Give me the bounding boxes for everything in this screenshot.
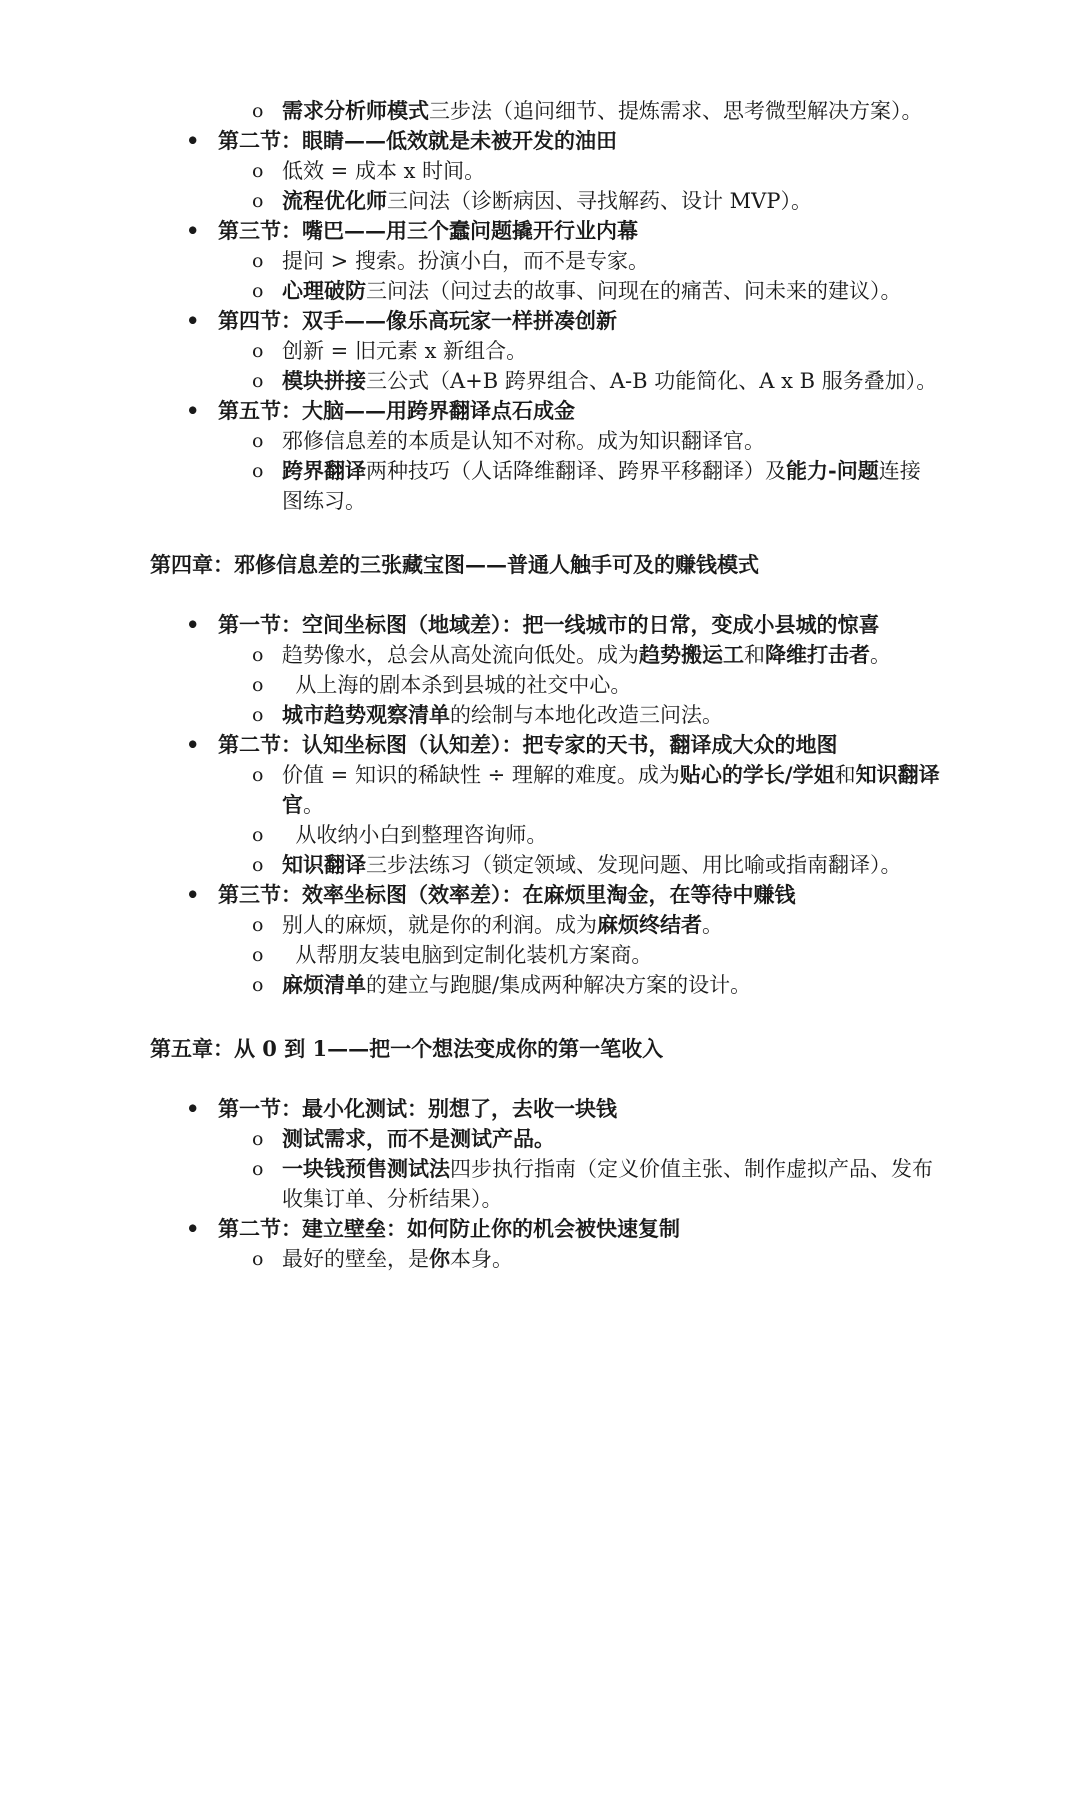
list-item	[150, 246, 940, 276]
section-title: 第二节：认知坐标图（认知差）：把专家的天书，翻译成大众的地图	[218, 732, 838, 757]
chapter4-section-list	[150, 610, 940, 1000]
text: 两种技巧（人话降维翻译、跨界平移翻译）及	[366, 459, 786, 483]
text: 。	[702, 913, 723, 937]
list-item	[150, 850, 940, 880]
circle-bullet-icon: o	[252, 704, 264, 726]
circle-bullet-icon: o	[252, 100, 264, 122]
circle-bullet-icon: o	[252, 824, 264, 846]
list-item	[150, 940, 940, 970]
list-item	[150, 1154, 940, 1214]
disc-bullet-icon: •	[186, 1096, 200, 1121]
text: 邪修信息差的本质是认知不对称。成为知识翻译官。	[282, 429, 765, 453]
circle-bullet-icon: o	[252, 340, 264, 362]
bold-text: 测试需求，而不是测试产品。	[282, 1126, 555, 1151]
disc-bullet-icon: •	[186, 612, 200, 637]
list-item	[150, 456, 940, 516]
circle-bullet-icon: o	[252, 644, 264, 666]
section-item	[150, 1214, 940, 1274]
text: 四步执行指南（定义价值主张、制作虚拟产品、发布收集订单、分析结果）。	[282, 1157, 933, 1211]
section-item	[150, 610, 940, 730]
bold-text: 流程优化师	[282, 188, 387, 213]
list-item	[150, 336, 940, 366]
list-item	[150, 700, 940, 730]
bold-text: 知识翻译官	[282, 762, 940, 817]
bold-text: 模块拼接	[282, 368, 366, 393]
disc-bullet-icon: •	[186, 882, 200, 907]
point-list	[150, 910, 940, 1000]
list-item	[150, 640, 940, 670]
point-list	[150, 1244, 940, 1274]
bold-text: 你	[429, 1246, 450, 1271]
text: 。	[870, 643, 891, 667]
text: 从上海的剧本杀到县城的社交中心。	[282, 673, 632, 697]
list-item	[150, 970, 940, 1000]
bold-text: 知识翻译	[282, 852, 366, 877]
bold-text: 降维打击者	[765, 642, 870, 667]
circle-bullet-icon: o	[252, 280, 264, 302]
section-item	[150, 730, 940, 880]
section-item	[150, 1094, 940, 1214]
bold-text: 麻烦清单	[282, 972, 366, 997]
circle-bullet-icon: o	[252, 854, 264, 876]
bold-text: 心理破防	[282, 278, 366, 303]
section-title: 第一节：最小化测试：别想了，去收一块钱	[218, 1096, 617, 1121]
circle-bullet-icon: o	[252, 370, 264, 392]
list-item	[150, 1124, 940, 1154]
list-item	[150, 156, 940, 186]
text: 最好的壁垒，是	[282, 1247, 429, 1271]
section-item	[150, 880, 940, 1000]
text: 低效 = 成本 x 时间。	[282, 159, 486, 183]
list-item	[150, 366, 940, 396]
list-item	[150, 910, 940, 940]
list-item	[150, 426, 940, 456]
point-list	[150, 1124, 940, 1214]
bold-text: 跨界翻译	[282, 458, 366, 483]
circle-bullet-icon: o	[252, 160, 264, 182]
chapter3-section-list	[150, 126, 940, 516]
text: 价值 = 知识的稀缺性 ÷ 理解的难度。成为	[282, 763, 680, 787]
section-title: 第二节：建立壁垒：如何防止你的机会被快速复制	[218, 1216, 680, 1241]
bold-text: 麻烦终结者	[597, 912, 702, 937]
document-content	[150, 96, 940, 1274]
disc-bullet-icon: •	[186, 398, 200, 423]
circle-bullet-icon: o	[252, 764, 264, 786]
text: 三步法练习（锁定领域、发现问题、用比喻或指南翻译）。	[366, 853, 902, 877]
disc-bullet-icon: •	[186, 218, 200, 243]
chapter-title: 第五章：从 0 到 1——把一个想法变成你的第一笔收入	[150, 1036, 664, 1061]
circle-bullet-icon: o	[252, 914, 264, 936]
text: 三问法（问过去的故事、问现在的痛苦、问未来的建议）。	[366, 279, 902, 303]
section-title: 第五节：大脑——用跨界翻译点石成金	[218, 398, 575, 423]
circle-bullet-icon: o	[252, 974, 264, 996]
circle-bullet-icon: o	[252, 250, 264, 272]
chapter-title: 第四章：邪修信息差的三张藏宝图——普通人触手可及的赚钱模式	[150, 552, 759, 577]
circle-bullet-icon: o	[252, 430, 264, 452]
bold-text: 城市趋势观察清单	[282, 702, 450, 727]
text: 的建立与跑腿/集成两种解决方案的设计。	[366, 973, 752, 997]
list-item	[150, 186, 940, 216]
bold-text: 一块钱预售测试法	[282, 1156, 450, 1181]
point-list	[150, 336, 940, 396]
text: 从帮朋友装电脑到定制化装机方案商。	[282, 943, 653, 967]
disc-bullet-icon: •	[186, 128, 200, 153]
text: 三问法（诊断病因、寻找解药、设计 MVP）。	[387, 189, 812, 213]
list-item	[150, 1244, 940, 1274]
continued-point-list	[150, 96, 940, 126]
text: 别人的麻烦，就是你的利润。成为	[282, 913, 597, 937]
circle-bullet-icon: o	[252, 190, 264, 212]
point-list	[150, 760, 940, 880]
point-list	[150, 246, 940, 306]
text: 趋势像水，总会从高处流向低处。成为	[282, 643, 639, 667]
text: 本身。	[450, 1247, 513, 1271]
text: 和	[744, 643, 765, 667]
text: 连接图练习。	[282, 459, 921, 513]
point-list	[150, 156, 940, 216]
list-item	[150, 820, 940, 850]
text: 三步法（追问细节、提炼需求、思考微型解决方案）。	[429, 99, 923, 123]
bold-text: 贴心的学长/学姐	[679, 762, 835, 787]
disc-bullet-icon: •	[186, 1216, 200, 1241]
section-item	[150, 216, 940, 306]
point-list	[150, 426, 940, 516]
circle-bullet-icon: o	[252, 1128, 264, 1150]
circle-bullet-icon: o	[252, 1248, 264, 1270]
list-item	[150, 96, 940, 126]
section-title: 第三节：效率坐标图（效率差）：在麻烦里淘金，在等待中赚钱	[218, 882, 796, 907]
list-item	[150, 670, 940, 700]
text: 从收纳小白到整理咨询师。	[282, 823, 548, 847]
text: 提问 > 搜索。扮演小白，而不是专家。	[282, 249, 649, 273]
list-item	[150, 760, 940, 820]
section-item	[150, 306, 940, 396]
text: 创新 = 旧元素 x 新组合。	[282, 339, 528, 363]
section-title: 第三节：嘴巴——用三个蠢问题撬开行业内幕	[218, 218, 638, 243]
section-title: 第一节：空间坐标图（地域差）：把一线城市的日常，变成小县城的惊喜	[218, 612, 880, 637]
section-title: 第二节：眼睛——低效就是未被开发的油田	[218, 128, 617, 153]
text: 。	[303, 793, 324, 817]
section-item	[150, 126, 940, 216]
text: 三公式（A+B 跨界组合、A-B 功能简化、A x B 服务叠加）。	[366, 369, 938, 393]
list-item	[150, 276, 940, 306]
bold-text: 需求分析师模式	[282, 98, 429, 123]
disc-bullet-icon: •	[186, 308, 200, 333]
text: 的绘制与本地化改造三问法。	[450, 703, 723, 727]
section-item	[150, 396, 940, 516]
section-title: 第四节：双手——像乐高玩家一样拼凑创新	[218, 308, 617, 333]
circle-bullet-icon: o	[252, 674, 264, 696]
circle-bullet-icon: o	[252, 1158, 264, 1180]
disc-bullet-icon: •	[186, 732, 200, 757]
circle-bullet-icon: o	[252, 944, 264, 966]
bold-text: 趋势搬运工	[639, 642, 744, 667]
chapter5-section-list	[150, 1094, 940, 1274]
text: 和	[834, 763, 856, 787]
bold-text: 能力-问题	[786, 458, 879, 483]
circle-bullet-icon: o	[252, 460, 264, 482]
point-list	[150, 640, 940, 730]
